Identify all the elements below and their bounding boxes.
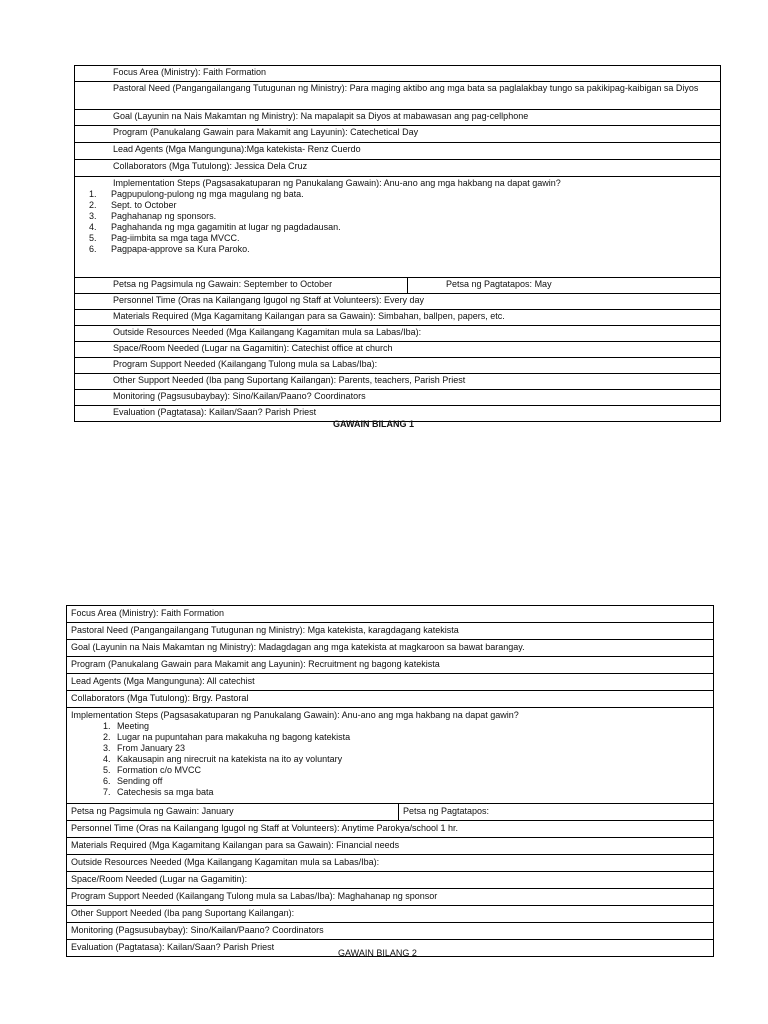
- start-date-field: Petsa ng Pagsimula ng Gawain: September to October: [75, 278, 408, 294]
- step-text: Sept. to October: [111, 200, 177, 210]
- list-item: [71, 754, 709, 765]
- outside-resources-field: Outside Resources Needed (Mga Kailangang Kagamitan mula sa Labas/Iba):: [75, 326, 721, 342]
- implementation-steps-field: [67, 708, 714, 804]
- step-number: 1.: [103, 721, 111, 731]
- goal-field: Goal (Layunin na Nais Makamtan ng Ministry): Na mapalapit sa Diyos at mabawasan ang pag-cellphone: [75, 110, 721, 126]
- collaborators-field: Collaborators (Mga Tutulong): Brgy. Pastoral: [67, 691, 714, 708]
- form-caption: GAWAIN BILANG 1: [333, 419, 415, 429]
- list-item: [71, 743, 709, 754]
- list-item: [89, 222, 716, 233]
- materials-field: Materials Required (Mga Kagamitang Kailangan para sa Gawain): Financial needs: [67, 838, 714, 855]
- step-number: 6.: [103, 776, 111, 786]
- lead-agents-field: Lead Agents (Mga Mangunguna): All catechist: [67, 674, 714, 691]
- implementation-steps-field: [75, 177, 721, 278]
- program-field: Program (Panukalang Gawain para Makamit ang Layunin): Recruitment ng bagong katekista: [67, 657, 714, 674]
- monitoring-field: Monitoring (Pagsusubaybay): Sino/Kailan/Paano? Coordinators: [67, 923, 714, 940]
- implementation-steps-list: [89, 189, 716, 255]
- step-number: 7.: [103, 787, 111, 797]
- step-number: 2.: [89, 200, 97, 210]
- list-item: [71, 765, 709, 776]
- list-item: [71, 721, 709, 732]
- list-item: [71, 732, 709, 743]
- step-text: Paghahanap ng sponsors.: [111, 211, 217, 221]
- step-text: From January 23: [117, 743, 186, 753]
- step-text: Kakausapin ang nirecruit na katekista na ito ay voluntary: [117, 754, 343, 764]
- step-text: Pagpapa-approve sa Kura Paroko.: [111, 244, 250, 254]
- outside-resources-field: Outside Resources Needed (Mga Kailangang Kagamitan mula sa Labas/Iba):: [67, 855, 714, 872]
- evaluation-field: Evaluation (Pagtatasa): Kailan/Saan? Parish Priest: [67, 940, 714, 957]
- step-text: Pag-iimbita sa mga taga MVCC.: [111, 233, 240, 243]
- list-item: [89, 189, 716, 200]
- step-text: Catechesis sa mga bata: [117, 787, 214, 797]
- step-text: Lugar na pupuntahan para makakuha ng bagong katekista: [117, 732, 351, 742]
- space-room-field: Space/Room Needed (Lugar na Gagamitin):: [67, 872, 714, 889]
- step-number: 1.: [89, 189, 97, 199]
- monitoring-field: Monitoring (Pagsusubaybay): Sino/Kailan/Paano? Coordinators: [75, 390, 721, 406]
- program-field: Program (Panukalang Gawain para Makamit ang Layunin): Catechetical Day: [75, 126, 721, 143]
- other-support-field: Other Support Needed (Iba pang Suportang Kailangan): Parents, teachers, Parish Priest: [75, 374, 721, 390]
- program-support-field: Program Support Needed (Kailangang Tulong mula sa Labas/Iba):: [75, 358, 721, 374]
- step-number: 2.: [103, 732, 111, 742]
- personnel-time-field: Personnel Time (Oras na Kailangang Igugol ng Staff at Volunteers): Anytime Parokya/school 1 hr.: [67, 821, 714, 838]
- end-date-field: Petsa ng Pagtatapos:: [399, 804, 714, 821]
- step-number: 6.: [89, 244, 97, 254]
- step-text: Meeting: [117, 721, 150, 731]
- personnel-time-field: Personnel Time (Oras na Kailangang Igugol ng Staff at Volunteers): Every day: [75, 294, 721, 310]
- step-number: 4.: [89, 222, 97, 232]
- space-room-field: Space/Room Needed (Lugar na Gagamitin): Catechist office at church: [75, 342, 721, 358]
- pastoral-need-field: Pastoral Need (Pangangailangang Tutugunan ng Ministry): Para maging aktibo ang mga bata sa paglalakbay tungo sa pakikipag-kaibigan sa Diyos: [75, 82, 721, 110]
- lead-agents-field: Lead Agents (Mga Mangunguna):Mga katekista- Renz Cuerdo: [75, 143, 721, 160]
- end-date-field: Petsa ng Pagtatapos: May: [408, 278, 721, 294]
- list-item: [89, 200, 716, 211]
- collaborators-field: Collaborators (Mga Tutulong): Jessica Dela Cruz: [75, 160, 721, 177]
- step-number: 5.: [103, 765, 111, 775]
- implementation-steps-list: [71, 721, 709, 798]
- evaluation-field: Evaluation (Pagtatasa): Kailan/Saan? Parish Priest: [75, 406, 721, 422]
- step-number: 5.: [89, 233, 97, 243]
- step-number: 4.: [103, 754, 111, 764]
- list-item: [71, 776, 709, 787]
- list-item: [89, 211, 716, 222]
- step-text: Formation c/o MVCC: [117, 765, 202, 775]
- step-text: Pagpupulong-pulong ng mga magulang ng bata.: [111, 189, 304, 199]
- program-support-field: Program Support Needed (Kailangang Tulong mula sa Labas/Iba): Maghahanap ng sponsor: [67, 889, 714, 906]
- implementation-heading: Implementation Steps (Pagsasakatuparan ng Panukalang Gawain): Anu-ano ang mga hakbang na dapat gawin?: [113, 178, 561, 188]
- other-support-field: Other Support Needed (Iba pang Suportang Kailangan):: [67, 906, 714, 923]
- form-caption: GAWAIN BILANG 2: [338, 948, 417, 958]
- pastoral-need-field: Pastoral Need (Pangangailangang Tutugunan ng Ministry): Mga katekista, karagdagang katekista: [67, 623, 714, 640]
- focus-area-field: Focus Area (Ministry): Faith Formation: [67, 606, 714, 623]
- activity-form-1: [74, 65, 721, 422]
- step-text: Sending off: [117, 776, 163, 786]
- implementation-heading: Implementation Steps (Pagsasakatuparan ng Panukalang Gawain): Anu-ano ang mga hakbang na dapat gawin?: [71, 710, 519, 720]
- activity-form-2: [66, 605, 714, 957]
- materials-field: Materials Required (Mga Kagamitang Kailangan para sa Gawain): Simbahan, ballpen, papers, etc.: [75, 310, 721, 326]
- list-item: [89, 244, 716, 255]
- list-item: [89, 233, 716, 244]
- list-item: [71, 787, 709, 798]
- step-number: 3.: [89, 211, 97, 221]
- start-date-field: Petsa ng Pagsimula ng Gawain: January: [67, 804, 399, 821]
- step-number: 3.: [103, 743, 111, 753]
- goal-field: Goal (Layunin na Nais Makamtan ng Ministry): Madagdagan ang mga katekista at magkaroon sa bawat barangay.: [67, 640, 714, 657]
- step-text: Paghahanda ng mga gagamitin at lugar ng pagdadausan.: [111, 222, 341, 232]
- focus-area-field: Focus Area (Ministry): Faith Formation: [75, 66, 721, 82]
